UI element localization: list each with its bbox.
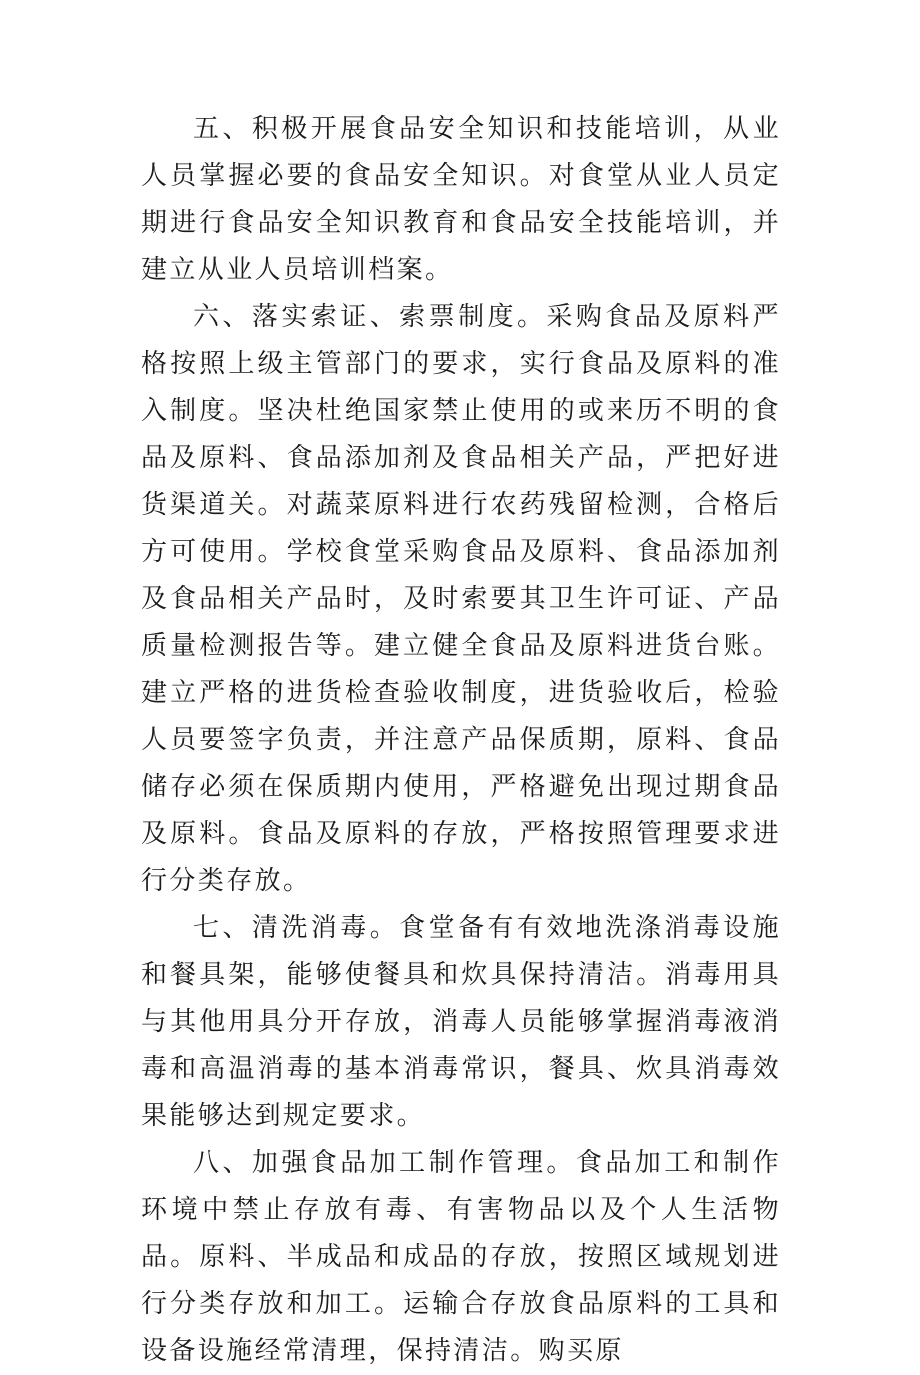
paragraph-disinfection: 七、清洗消毒。食堂备有有效地洗涤消毒设施和餐具架，能够使餐具和炊具保持清洁。消毒用具与其他用具分开存放，消毒人员能够掌握消毒液消毒和高温消毒的基本消毒常识，餐具、炊具消毒效果能够达到规定要求。 <box>141 913 781 1131</box>
paragraph-processing: 八、加强食品加工制作管理。食品加工和制作环境中禁止存放有毒、有害物品以及个人生活物品。原料、半成品和成品的存放，按照区域规划进行分类存放和加工。运输合存放食品原料的工具和设备设施经常清理，保持清洁。购买原 <box>141 1148 781 1366</box>
document-body <box>141 106 781 1375</box>
paragraph-training: 五、积极开展食品安全知识和技能培训，从业人员掌握必要的食品安全知识。对食堂从业人员定期进行食品安全知识教育和食品安全技能培训，并建立从业人员培训档案。 <box>141 114 781 285</box>
paragraph-certificates: 六、落实索证、索票制度。采购食品及原料严格按照上级主管部门的要求，实行食品及原料的准入制度。坚决杜绝国家禁止使用的或来历不明的食品及原料、食品添加剂及食品相关产品，严把好进货渠道关。对蔬菜原料进行农药残留检测，合格后方可使用。学校食堂采购食品及原料、食品添加剂及食品相关产品时，及时索要其卫生许可证、产品质量检测报告等。建立健全食品及原料进货台账。建立严格的进货检查验收制度，进货验收后，检验人员要签字负责，并注意产品保质期，原料、食品储存必须在保质期内使用，严格避免出现过期食品及原料。食品及原料的存放，严格按照管理要求进行分类存放。 <box>141 302 781 896</box>
